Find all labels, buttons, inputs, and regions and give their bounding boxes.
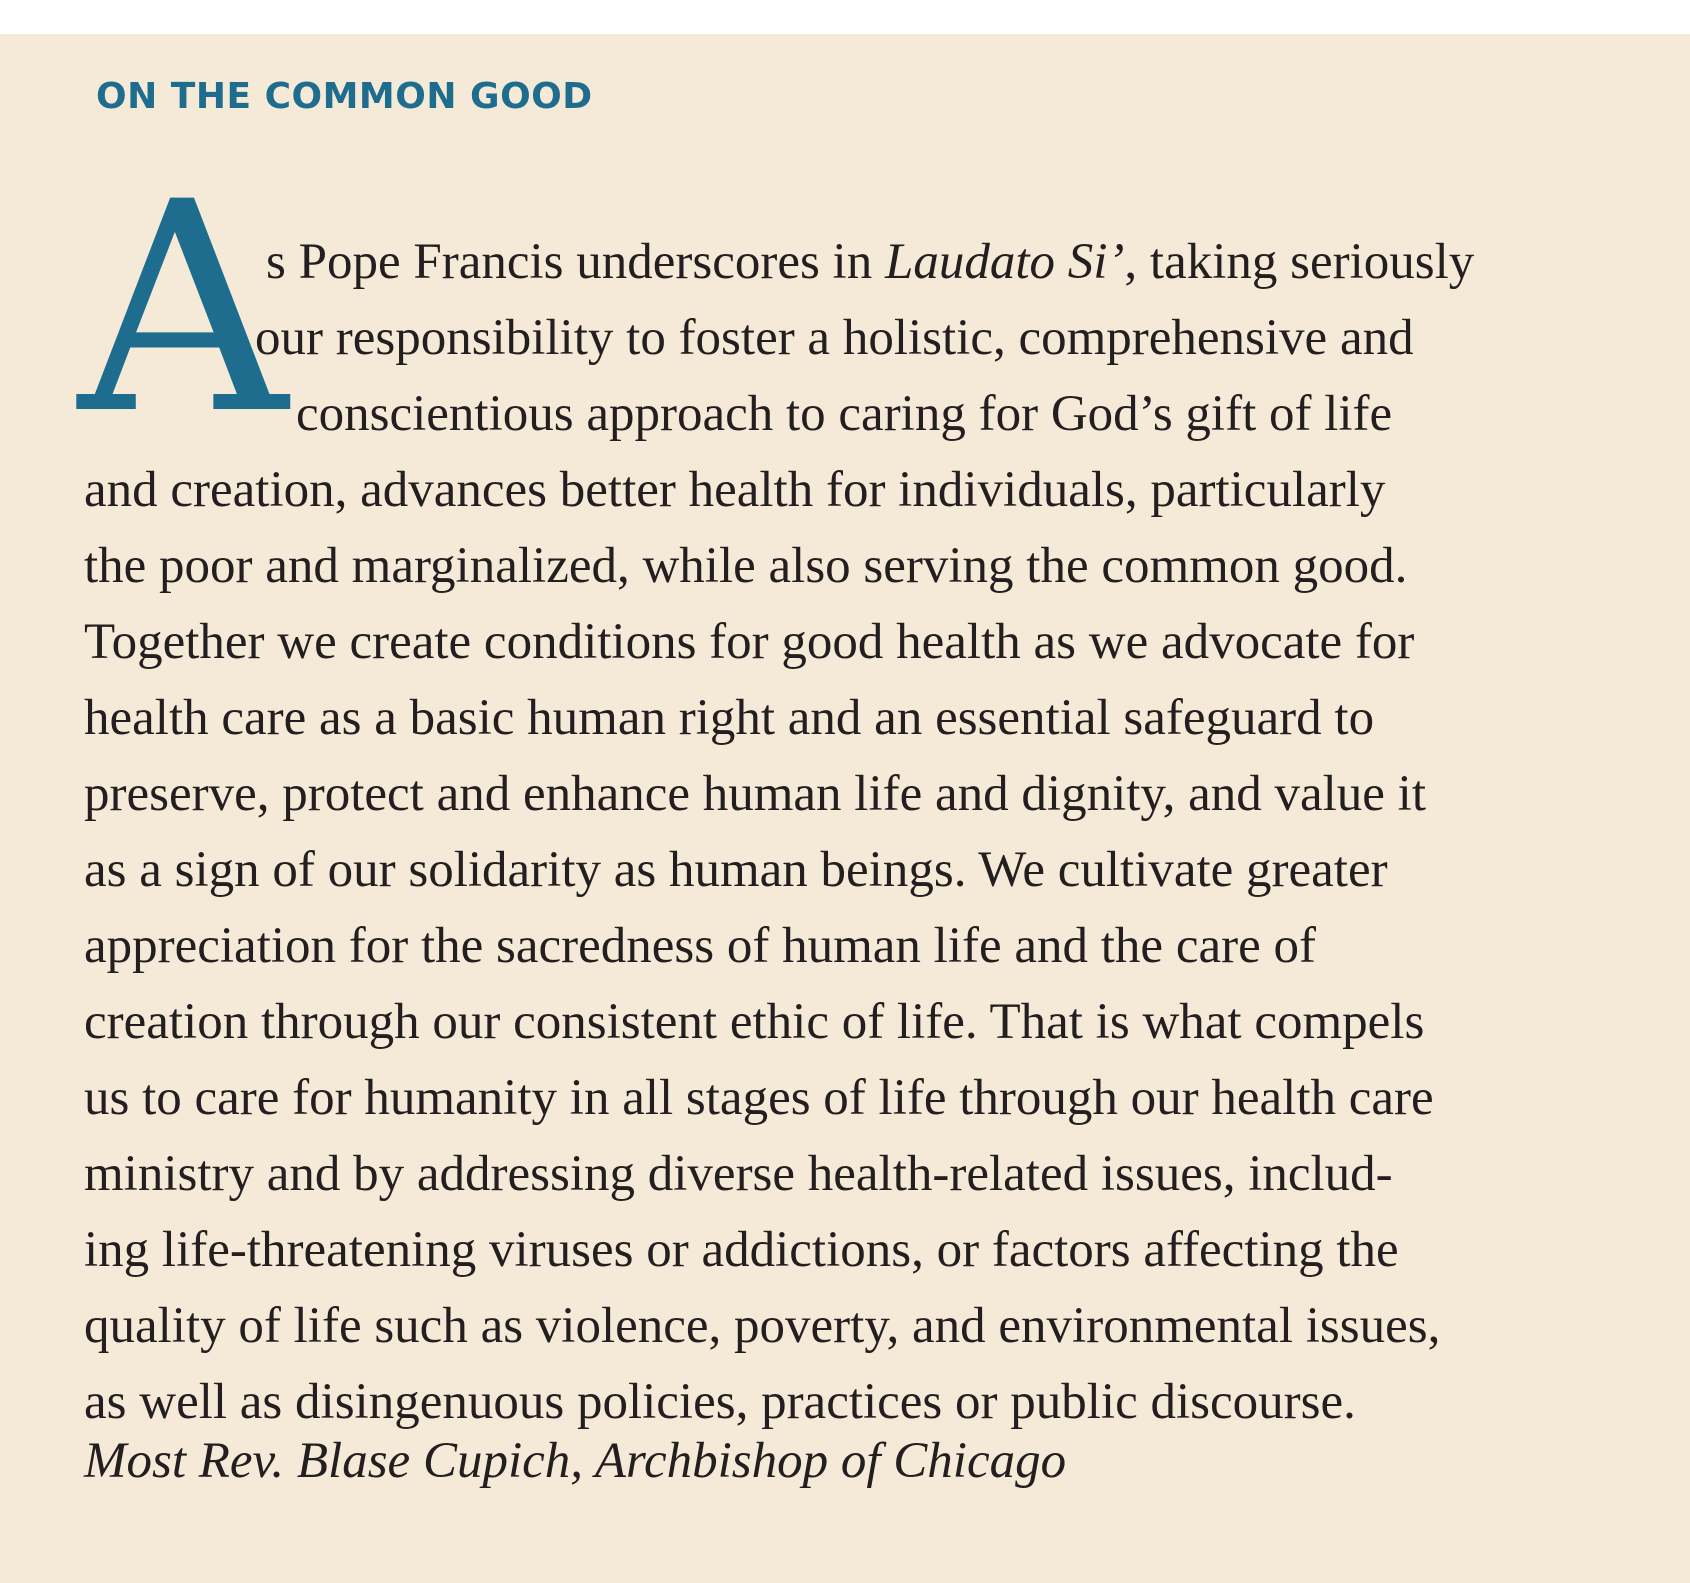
quote-line: preserve, protect and enhance human life and dignity, and value it [84,766,1427,822]
quote-line: as well as disingenuous policies, practices or public discourse. [84,1374,1356,1430]
quote-line: the poor and marginalized, while also serving the common good. [84,538,1408,594]
quote-line: s Pope Francis underscores in Laudato Si’, taking seriously [266,234,1475,290]
quote-line: health care as a basic human right and an essential safeguard to [84,690,1375,746]
quote-body [84,224,1604,1440]
quote-line: Together we create conditions for good health as we advocate for [84,614,1415,670]
quote-line: appreciation for the sacredness of human life and the care of [84,918,1316,974]
quote-line: our responsibility to foster a holistic, comprehensive and [255,310,1414,366]
drop-cap: A [78,141,288,478]
quote-line: ministry and by addressing diverse health-related issues, includ- [84,1146,1393,1202]
quote-line: us to care for humanity in all stages of life through our health care [84,1070,1434,1126]
section-kicker: ON THE COMMON GOOD [96,76,593,117]
book-title: Laudato Si’ [884,234,1125,290]
quote-line: creation through our consistent ethic of life. That is what compels [84,994,1425,1050]
quote-box [0,34,1690,1583]
quote-line: and creation, advances better health for individuals, particularly [84,462,1386,518]
quote-line: quality of life such as violence, poverty, and environmental issues, [84,1298,1441,1354]
quote-line: conscientious approach to caring for God’s gift of life [296,386,1393,442]
attribution: Most Rev. Blase Cupich, Archbishop of Chicago [84,1433,1067,1489]
quote-line: as a sign of our solidarity as human beings. We cultivate greater [84,842,1388,898]
quote-line: ing life-threatening viruses or addictions, or factors affecting the [84,1222,1399,1278]
